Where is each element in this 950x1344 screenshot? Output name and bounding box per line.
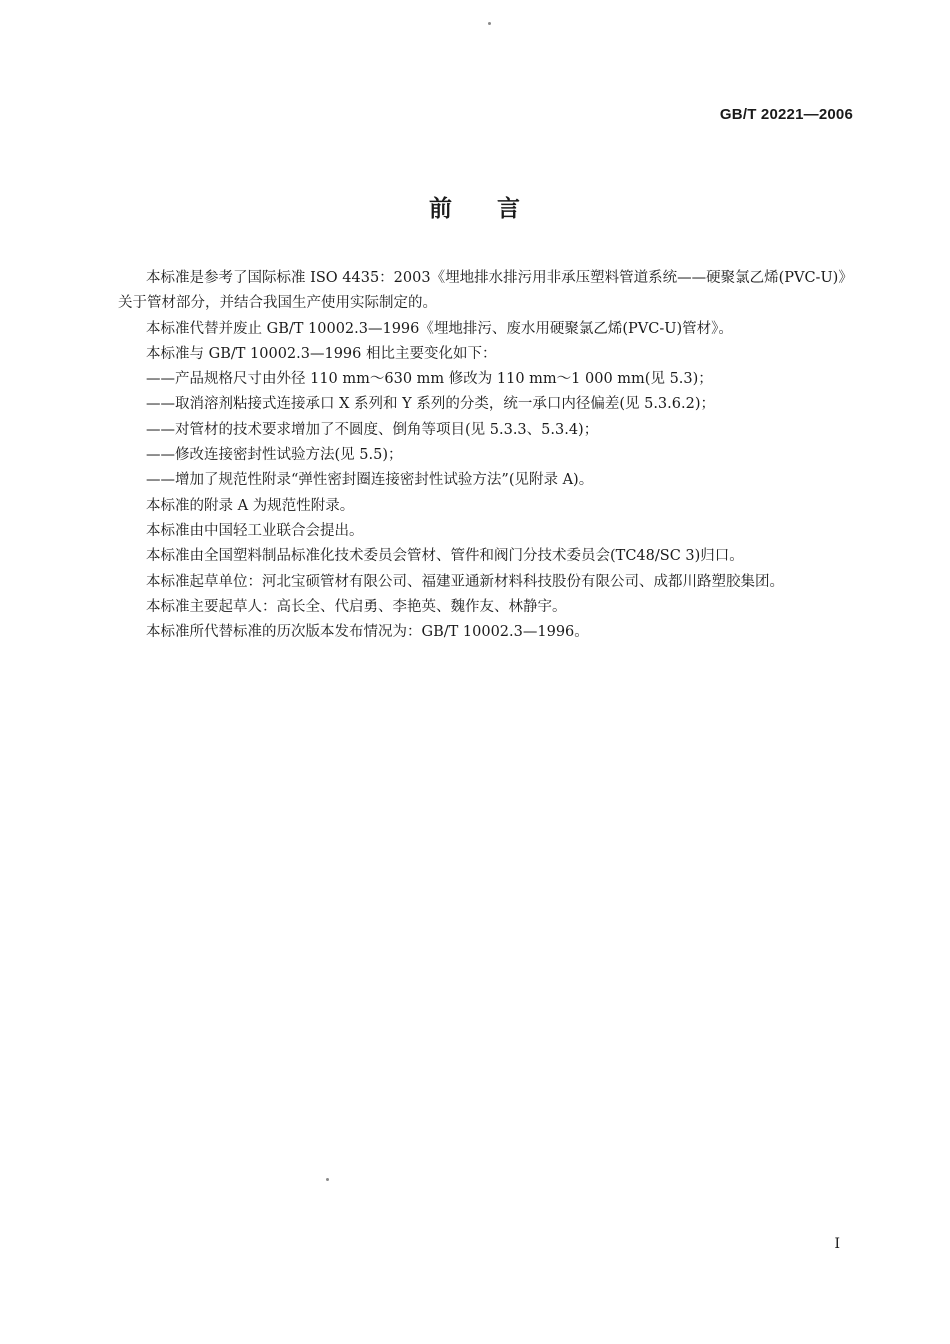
title-char-2: 言	[497, 196, 521, 222]
paragraph-history: 本标准所代替标准的历次版本发布情况为：GB/T 10002.3—1996。	[146, 624, 589, 641]
scan-speck	[488, 22, 491, 25]
change-item-1: ——产品规格尺寸由外径 110 mm～630 mm 修改为 110 mm～1 000 mm(见 5.3)；	[146, 371, 713, 388]
paragraph-2: 本标准代替并废止 GB/T 10002.3—1996《埋地排污、废水用硬聚氯乙烯(PVC-U)管材》。	[146, 320, 733, 337]
scan-speck	[326, 1178, 329, 1181]
page-title	[0, 190, 950, 223]
paragraph-committee: 本标准由全国塑料制品标准化技术委员会管材、管件和阀门分技术委员会(TC48/SC 3)归口。	[146, 548, 744, 565]
paragraph-3: 本标准与 GB/T 10002.3—1996 相比主要变化如下：	[146, 345, 497, 362]
foreword-body	[118, 266, 858, 645]
change-item-3: ——对管材的技术要求增加了不圆度、倒角等项目(见 5.3.3、5.3.4)；	[146, 421, 599, 438]
title-char-1: 前	[429, 196, 453, 222]
change-item-4: ——修改连接密封性试验方法(见 5.5)；	[146, 447, 403, 464]
paragraph-annex: 本标准的附录 A 为规范性附录。	[146, 497, 355, 514]
paragraph-1: 本标准是参考了国际标准 ISO 4435：2003《埋地排水排污用非承压塑料管道系统——硬聚氯乙烯(PVC-U)》关于管材部分，并结合我国生产使用实际制定的。	[118, 270, 853, 312]
change-item-5: ——增加了规范性附录“弹性密封圈连接密封性试验方法”(见附录 A)。	[146, 472, 594, 489]
standard-code: GB/T 20221—2006	[719, 106, 853, 123]
change-item-2: ——取消溶剂粘接式连接承口 X 系列和 Y 系列的分类，统一承口内径偏差(见 5.3.6.2)；	[146, 396, 715, 413]
paragraph-drafting-units: 本标准起草单位：河北宝硕管材有限公司、福建亚通新材料科技股份有限公司、成都川路塑胶集团。	[146, 573, 784, 590]
paragraph-drafters: 本标准主要起草人：高长全、代启勇、李艳英、魏作友、林静宇。	[146, 598, 567, 615]
paragraph-proposer: 本标准由中国轻工业联合会提出。	[146, 522, 364, 539]
page-number: I	[834, 1236, 840, 1252]
